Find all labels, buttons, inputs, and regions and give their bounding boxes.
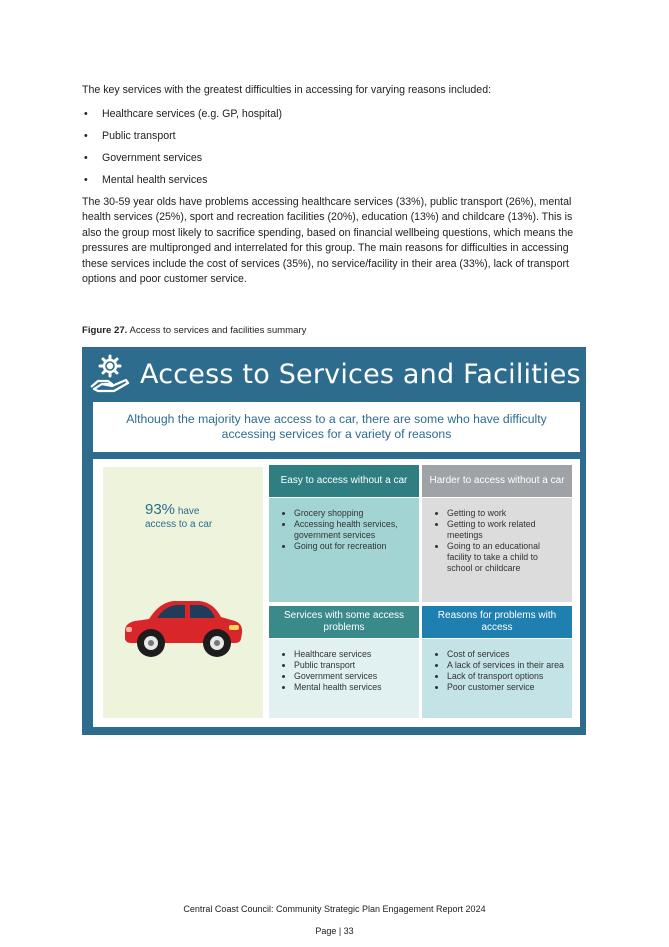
list-item: • Government services	[294, 671, 411, 682]
list-item: • Lack of transport options	[447, 671, 564, 682]
red-car-icon	[121, 587, 245, 659]
bullet-item: • Government services	[82, 151, 592, 167]
list-item: • Getting to work related meetings	[447, 519, 564, 541]
list-item: • Getting to work	[447, 508, 564, 519]
infographic-body	[93, 459, 580, 727]
list-item: • Accessing health services, government services	[294, 519, 411, 541]
list-item: • Poor customer service	[447, 682, 564, 693]
bullet-item: • Public transport	[82, 129, 592, 145]
list-item: • Grocery shopping	[294, 508, 411, 519]
car-stat-box	[103, 467, 263, 718]
figure-caption-text: Access to services and facilities summary	[129, 325, 307, 336]
summary-banner	[93, 402, 580, 452]
harder-access-list	[422, 498, 572, 602]
banner-text: Although the majority have access to a car, there are some who have difficulty accessing services for a variety of reasons	[126, 412, 547, 441]
list-item: • Public transport	[294, 660, 411, 671]
access-problems-heading: Services with some access problems	[269, 606, 419, 638]
page-footer	[0, 898, 669, 942]
panel-title: Access to Services and Facilities	[140, 359, 581, 390]
easy-access-heading: Easy to access without a car	[269, 465, 419, 497]
list-item: • Going to an educational facility to take a child to school or childcare	[447, 541, 564, 574]
bullet-item: • Mental health services	[82, 173, 592, 189]
intro-paragraph: The 30-59 year olds have problems accessing healthcare services (33%), public transport (26%), mental health services (25%), sport and recreation facilities (20%), education (13%) and childcare (13%). This is also the group most likely to sacrifice spending, based on financial wellbeing questions, which means the pressures are multipronged and interrelated for this group. The main reasons for difficulties in accessing these services include the cost of services (35%), no service/facility in their area (33%), lack of transport options and poor customer service.	[82, 195, 574, 285]
intro-lead: The key services with the greatest difficulties in accessing for varying reasons included:	[82, 84, 492, 96]
stat-line2: access to a car	[145, 519, 213, 530]
intro-text	[82, 83, 592, 288]
infographic-panel	[82, 347, 586, 735]
problem-reasons-heading: Reasons for problems with access	[422, 606, 572, 638]
access-problems-list	[269, 639, 419, 718]
easy-access-list	[269, 498, 419, 602]
service-gear-hand-icon	[88, 353, 132, 393]
car-access-stat	[145, 503, 212, 531]
figure-label: Figure 27.	[82, 325, 128, 336]
list-item: • Cost of services	[447, 649, 564, 660]
list-item: • Going out for recreation	[294, 541, 411, 552]
list-item: • Mental health services	[294, 682, 411, 693]
page-number: Page | 33	[315, 926, 354, 936]
list-item: • Healthcare services	[294, 649, 411, 660]
problem-reasons-list	[422, 639, 572, 718]
figure-caption	[82, 325, 306, 336]
harder-access-heading: Harder to access without a car	[422, 465, 572, 497]
stat-value: 93%	[145, 501, 176, 518]
stat-word: have	[177, 506, 200, 517]
footer-report-title: Central Coast Council: Community Strategic Plan Engagement Report 2024	[183, 904, 486, 914]
list-item: • A lack of services in their area	[447, 660, 564, 671]
bullet-item: • Healthcare services (e.g. GP, hospital)	[82, 107, 592, 123]
services-bullet-list	[82, 107, 592, 189]
